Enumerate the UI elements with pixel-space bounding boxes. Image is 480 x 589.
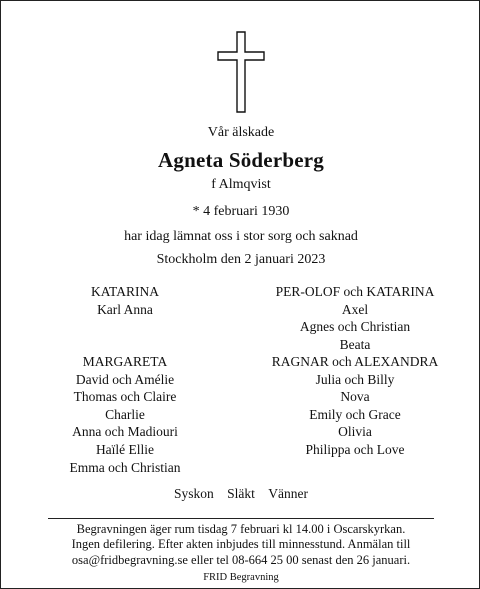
family-member: Nova <box>340 389 370 405</box>
place-and-date: Stockholm den 2 januari 2023 <box>156 252 326 267</box>
relatives-item: Släkt <box>227 486 255 501</box>
family-head: RAGNAR och ALEXANDRA <box>271 354 439 369</box>
notice-line: osa@fridbegravning.se eller tel 08-664 25 00 senast den 26 januari. <box>71 552 411 567</box>
deceased-name: Agneta Söderberg <box>158 148 324 172</box>
family-member: Julia och Billy <box>315 371 395 387</box>
family-member: Olivia <box>338 424 372 440</box>
family-member: Anna och Madiouri <box>72 424 178 440</box>
family-member: Emily och Grace <box>309 406 401 422</box>
family-member: Karl Anna <box>97 301 153 317</box>
family-group-per-olof <box>255 283 455 353</box>
family-member: Beata <box>339 336 371 352</box>
divider-line <box>48 518 434 519</box>
family-group-katarina <box>25 283 225 318</box>
birth-date: * 4 februari 1930 <box>192 204 290 219</box>
funeral-agency: FRID Begravning <box>203 572 279 583</box>
family-head: PER-OLOF och KATARINA <box>275 284 435 299</box>
family-member: Agnes och Christian <box>299 319 411 335</box>
family-member: Emma och Christian <box>69 459 181 475</box>
family-member: Haïlé Ellie <box>95 441 155 457</box>
passing-text: har idag lämnat oss i stor sorg och saknad <box>124 229 358 244</box>
family-member: Thomas och Claire <box>73 389 177 405</box>
family-member: Philippa och Love <box>305 441 405 457</box>
family-head: KATARINA <box>91 284 159 299</box>
relatives-item: Syskon <box>173 486 214 501</box>
family-member: Charlie <box>105 406 145 422</box>
relatives-item: Vänner <box>268 486 308 501</box>
family-head: MARGARETA <box>82 354 168 369</box>
notice-line: Begravningen äger rum tisdag 7 februari kl 14.00 i Oscarskyrkan. <box>76 522 406 536</box>
family-group-margareta <box>25 353 225 476</box>
family-member: David och Amélie <box>75 371 175 387</box>
relatives-line <box>1 486 480 502</box>
maiden-name: f Almqvist <box>211 177 271 192</box>
funeral-notice <box>1 522 480 568</box>
family-group-ragnar <box>255 353 455 459</box>
cross-icon <box>217 31 265 113</box>
notice-line: Ingen defilering. Efter akten inbjudes till minnesstund. Anmälan till <box>71 537 411 552</box>
family-member: Axel <box>341 301 369 317</box>
intro-text: Vår älskade <box>207 125 275 140</box>
